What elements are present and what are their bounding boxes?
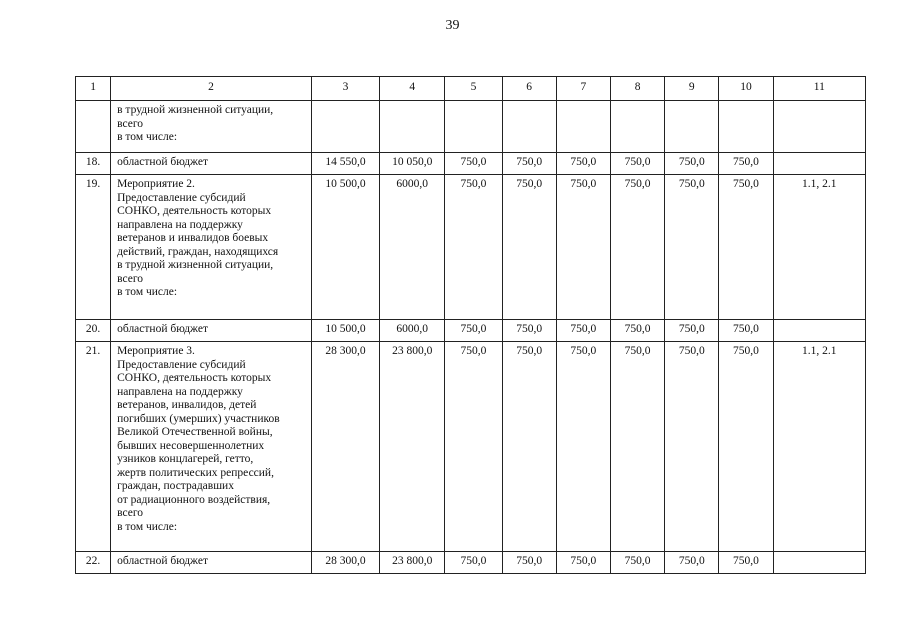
amount-total: 14 550,0 — [311, 153, 379, 175]
column-number-row — [76, 77, 866, 101]
row-description: Мероприятие 3. Предоставление субсидий СОНКО, деятельность которых направлена на поддержку ветеранов, инвалидов, детей погибших (умерших) участников Великой Отечественной войны, бывших несовершеннолетних узников концлагерей, гетто, жертв политических репрессий, граждан, пострадавших от радиационного воздействия, всего в том числе: — [111, 342, 312, 552]
row-description: областной бюджет — [111, 320, 312, 342]
column-header: 11 — [773, 77, 865, 101]
amount-col-7 — [556, 101, 610, 153]
row-number: 22. — [76, 552, 111, 574]
indicator-ref: 1.1, 2.1 — [773, 342, 865, 552]
indicator-ref: 1.1, 2.1 — [773, 175, 865, 320]
table-row — [76, 342, 866, 552]
amount-col-5 — [445, 101, 502, 153]
amount-col-6: 750,0 — [502, 175, 556, 320]
indicator-ref — [773, 153, 865, 175]
amount-col-9: 750,0 — [665, 552, 719, 574]
table-row — [76, 175, 866, 320]
column-header: 3 — [311, 77, 379, 101]
amount-col-4: 6000,0 — [380, 175, 445, 320]
row-description: областной бюджет — [111, 153, 312, 175]
amount-col-4: 23 800,0 — [380, 342, 445, 552]
amount-col-4 — [380, 101, 445, 153]
amount-col-9: 750,0 — [665, 342, 719, 552]
table-row — [76, 101, 866, 153]
amount-col-4: 6000,0 — [380, 320, 445, 342]
amount-total: 10 500,0 — [311, 320, 379, 342]
amount-col-8: 750,0 — [610, 153, 664, 175]
amount-col-10 — [719, 101, 773, 153]
amount-col-10: 750,0 — [719, 320, 773, 342]
page-number: 39 — [445, 18, 460, 33]
table-row — [76, 552, 866, 574]
amount-col-6: 750,0 — [502, 342, 556, 552]
amount-col-4: 10 050,0 — [380, 153, 445, 175]
row-description: в трудной жизненной ситуации, всего в том числе: — [111, 101, 312, 153]
column-header: 1 — [76, 77, 111, 101]
amount-col-6 — [502, 101, 556, 153]
amount-col-8: 750,0 — [610, 320, 664, 342]
row-number: 21. — [76, 342, 111, 552]
amount-col-4: 23 800,0 — [380, 552, 445, 574]
amount-col-7: 750,0 — [556, 552, 610, 574]
row-description: Мероприятие 2. Предоставление субсидий СОНКО, деятельность которых направлена на поддержку ветеранов и инвалидов боевых действий, граждан, находящихся в трудной жизненной ситуации, всего в том числе: — [111, 175, 312, 320]
row-number — [76, 101, 111, 153]
amount-col-8: 750,0 — [610, 342, 664, 552]
indicator-ref — [773, 320, 865, 342]
amount-col-5: 750,0 — [445, 153, 502, 175]
amount-col-5: 750,0 — [445, 175, 502, 320]
indicator-ref — [773, 101, 865, 153]
amount-col-6: 750,0 — [502, 552, 556, 574]
table-row — [76, 153, 866, 175]
amount-col-10: 750,0 — [719, 153, 773, 175]
amount-col-7: 750,0 — [556, 175, 610, 320]
amount-col-7: 750,0 — [556, 320, 610, 342]
amount-col-5: 750,0 — [445, 552, 502, 574]
column-header: 9 — [665, 77, 719, 101]
column-header: 8 — [610, 77, 664, 101]
amount-col-8: 750,0 — [610, 175, 664, 320]
amount-col-9: 750,0 — [665, 153, 719, 175]
amount-total: 28 300,0 — [311, 552, 379, 574]
row-description: областной бюджет — [111, 552, 312, 574]
column-header: 6 — [502, 77, 556, 101]
amount-total: 10 500,0 — [311, 175, 379, 320]
row-number: 20. — [76, 320, 111, 342]
amount-col-8 — [610, 101, 664, 153]
row-number: 19. — [76, 175, 111, 320]
column-header: 7 — [556, 77, 610, 101]
indicator-ref — [773, 552, 865, 574]
amount-col-6: 750,0 — [502, 320, 556, 342]
budget-table — [75, 76, 866, 574]
amount-col-10: 750,0 — [719, 175, 773, 320]
column-header: 2 — [111, 77, 312, 101]
column-header: 10 — [719, 77, 773, 101]
amount-col-10: 750,0 — [719, 552, 773, 574]
amount-col-7: 750,0 — [556, 342, 610, 552]
column-header: 4 — [380, 77, 445, 101]
amount-col-7: 750,0 — [556, 153, 610, 175]
amount-col-6: 750,0 — [502, 153, 556, 175]
amount-col-9: 750,0 — [665, 175, 719, 320]
amount-col-5: 750,0 — [445, 320, 502, 342]
amount-total — [311, 101, 379, 153]
table-row — [76, 320, 866, 342]
amount-col-9: 750,0 — [665, 320, 719, 342]
amount-col-8: 750,0 — [610, 552, 664, 574]
amount-total: 28 300,0 — [311, 342, 379, 552]
amount-col-10: 750,0 — [719, 342, 773, 552]
column-header: 5 — [445, 77, 502, 101]
amount-col-5: 750,0 — [445, 342, 502, 552]
amount-col-9 — [665, 101, 719, 153]
row-number: 18. — [76, 153, 111, 175]
